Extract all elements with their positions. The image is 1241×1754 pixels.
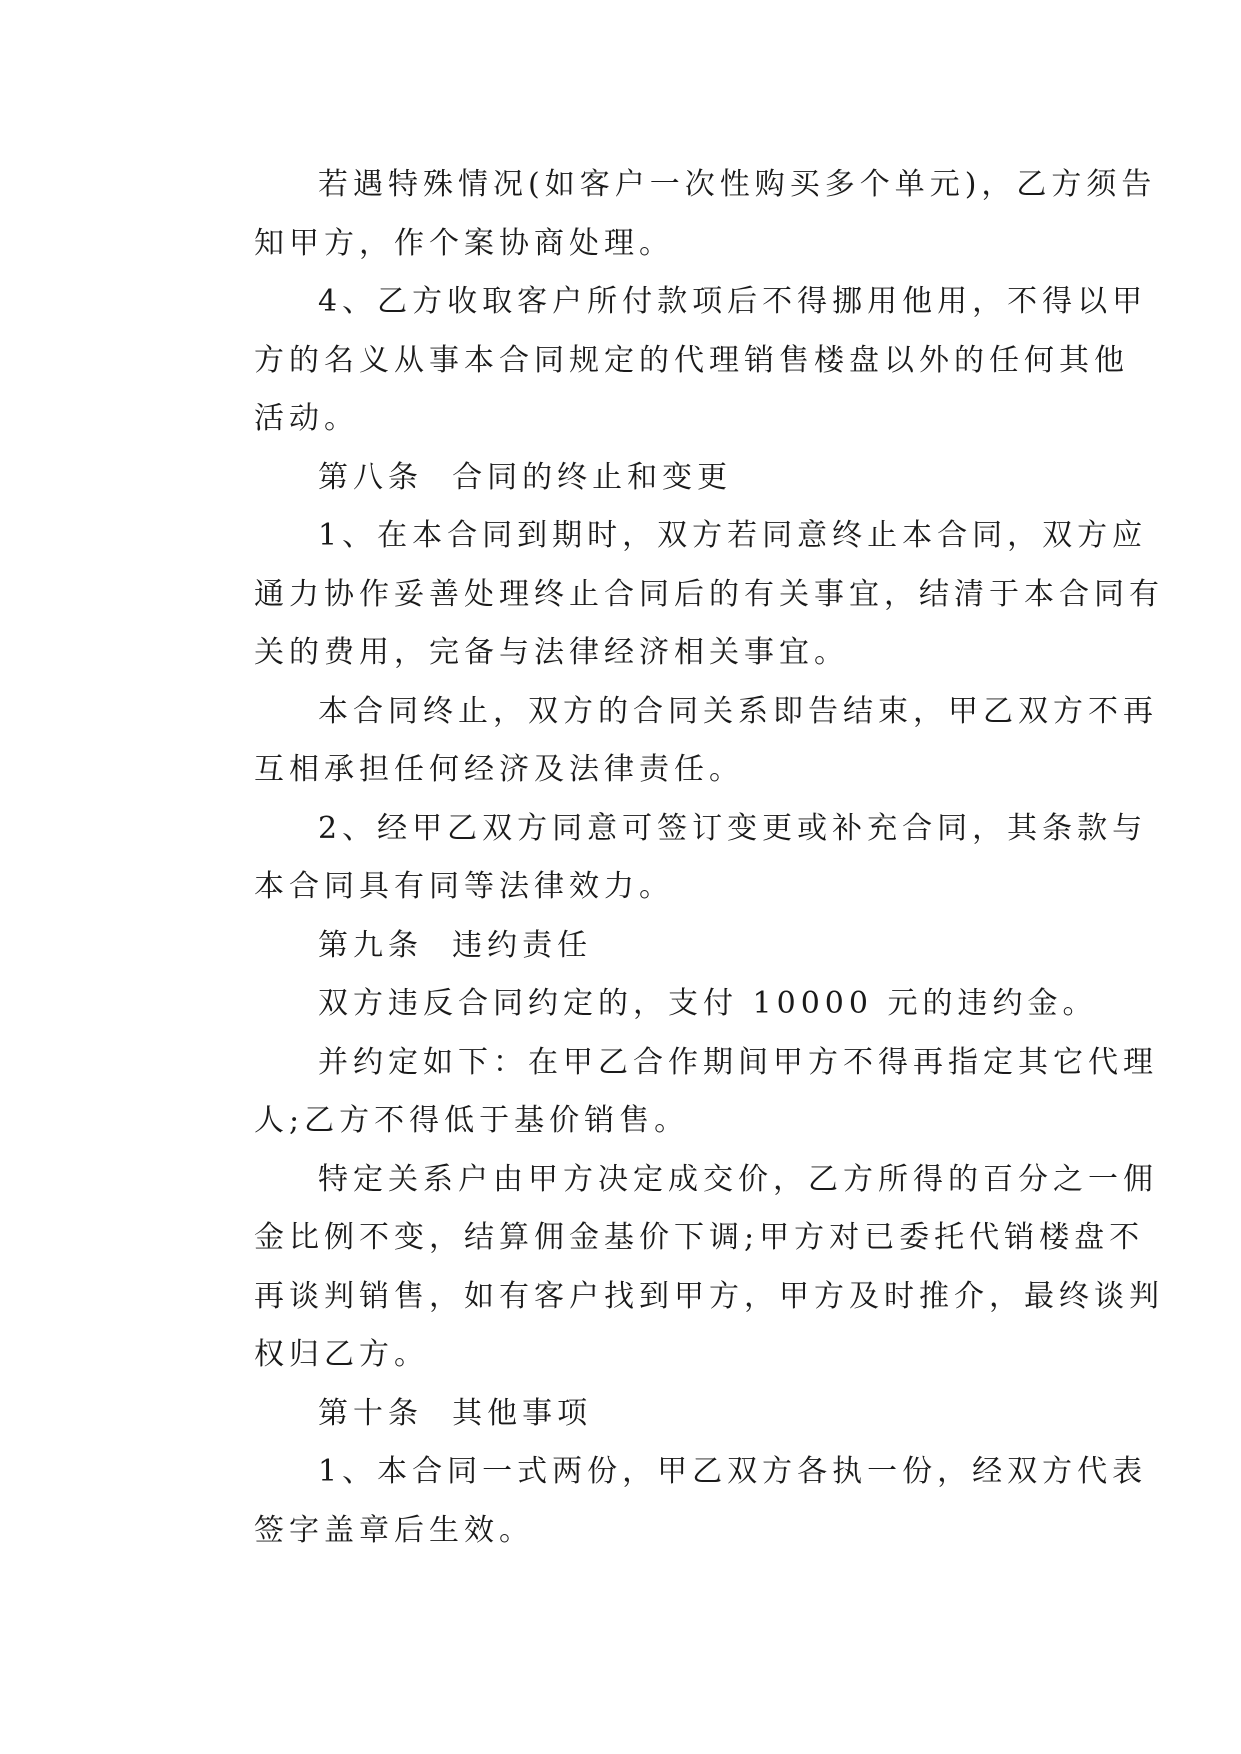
paragraph-line: 4、乙方收取客户所付款项后不得挪用他用，不得以甲: [318, 284, 1148, 319]
paragraph-line: 并约定如下：在甲乙合作期间甲方不得再指定其它代理: [318, 1044, 1158, 1080]
section-heading: [190, 1385, 1050, 1444]
section-heading: [190, 449, 1050, 508]
section-heading-text: 第八条 合同的终止和变更: [318, 459, 733, 495]
paragraph-line: 活动。: [254, 401, 359, 436]
paragraph-line: 若遇特殊情况(如客户一次性购买多个单元)，乙方须告: [318, 167, 1157, 202]
paragraph-line: 人;乙方不得低于基价销售。: [254, 1103, 690, 1138]
paragraph: [190, 1034, 1158, 1151]
paragraph: [190, 156, 1157, 273]
paragraph: [190, 1443, 1148, 1560]
paragraph: [190, 683, 1158, 800]
paragraph: [190, 975, 1098, 1034]
paragraph-line: 1、本合同一式两份，甲乙双方各执一份，经双方代表: [318, 1454, 1148, 1489]
paragraph-line: 本合同具有同等法律效力。: [254, 869, 674, 904]
paragraph-line: 本合同终止，双方的合同关系即告结束，甲乙双方不再: [318, 693, 1158, 729]
paragraph: [190, 507, 1164, 683]
paragraph-line: 方的名义从事本合同规定的代理销售楼盘以外的任何其他: [254, 342, 1129, 378]
paragraph-line: 关的费用，完备与法律经济相关事宜。: [254, 635, 849, 670]
section-heading: [190, 917, 1050, 976]
paragraph-line: 互相承担任何经济及法律责任。: [254, 752, 744, 787]
paragraph-line: 权归乙方。: [254, 1337, 429, 1372]
document-page: [190, 156, 1164, 1560]
paragraph: [190, 1151, 1164, 1385]
paragraph-line: 双方违反合同约定的，支付 10000 元的违约金。: [318, 986, 1098, 1021]
section-heading-text: 第十条 其他事项: [318, 1395, 593, 1431]
paragraph: [190, 273, 1148, 449]
paragraph-line: 金比例不变，结算佣金基价下调;甲方对已委托代销楼盘不: [254, 1220, 1145, 1255]
paragraph-line: 签字盖章后生效。: [254, 1512, 534, 1548]
paragraph-line: 特定关系户由甲方决定成交价，乙方所得的百分之一佣: [318, 1161, 1158, 1197]
paragraph-line: 2、经甲乙双方同意可签订变更或补充合同，其条款与: [318, 810, 1148, 846]
paragraph-line: 1、在本合同到期时，双方若同意终止本合同，双方应: [318, 518, 1148, 553]
paragraph: [190, 800, 1148, 917]
paragraph-line: 再谈判销售，如有客户找到甲方，甲方及时推介，最终谈判: [254, 1278, 1164, 1314]
section-heading-text: 第九条 违约责任: [318, 927, 593, 963]
paragraph-line: 知甲方，作个案协商处理。: [254, 225, 674, 261]
paragraph-line: 通力协作妥善处理终止合同后的有关事宜，结清于本合同有: [254, 576, 1164, 612]
